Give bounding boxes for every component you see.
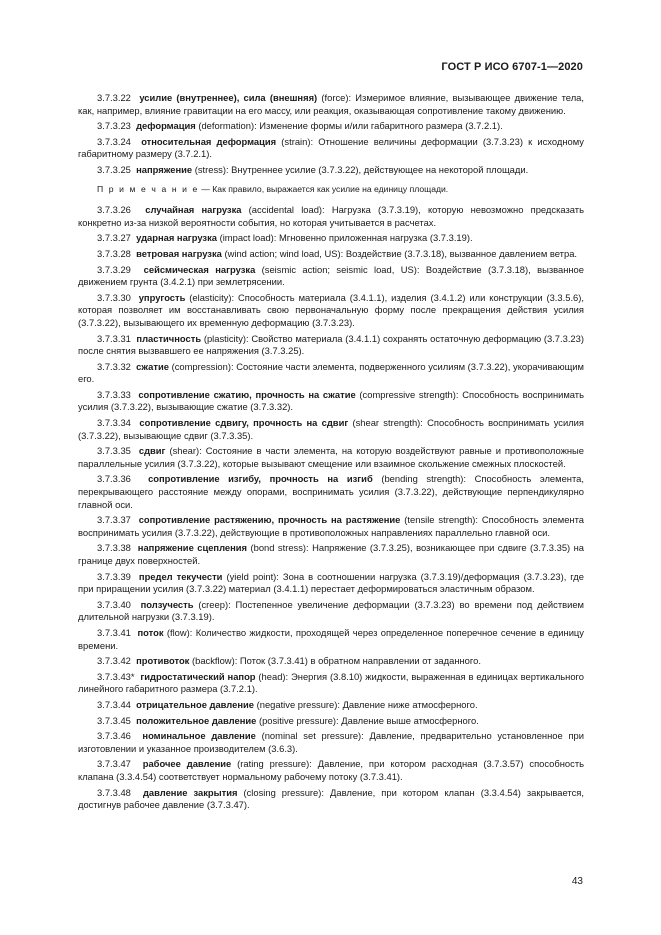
term-number: 3.7.3.37 — [97, 514, 131, 526]
document-body — [78, 92, 584, 815]
term-name: ударная нагрузка — [136, 232, 217, 244]
term-number: 3.7.3.46 — [97, 730, 131, 742]
term-number: 3.7.3.39 — [97, 570, 131, 582]
term-number: 3.7.3.43* — [97, 670, 135, 682]
term-number: 3.7.3.35 — [97, 445, 131, 457]
term-number: 3.7.3.33 — [97, 388, 131, 400]
term-entry — [78, 627, 584, 652]
term-number: 3.7.3.42 — [97, 655, 131, 667]
term-definition: (rating pressure): Давление, при котором расходная (3.7.3.57) способность клапана (3.3.4.54) соответствует нормальному рабочему потоку (3.7.3.41). — [78, 758, 584, 782]
term-entry — [78, 473, 584, 511]
term-name: упругость — [138, 291, 186, 303]
term-name: поток — [137, 626, 164, 638]
term-definition: (bond stress): Напряжение (3.7.3.25), возникающее при сдвиге (3.7.3.35) на границе двух поверхностей. — [78, 542, 584, 566]
term-number: 3.7.3.48 — [97, 786, 131, 798]
term-name: относительная деформация — [141, 135, 277, 147]
term-entry — [78, 248, 584, 261]
term-number: 3.7.3.25 — [97, 163, 131, 175]
term-definition: (tensile strength): Способность элемента воспринимать усилия (3.7.3.22), действующие в противоположных направлениях параллельно главной оси. — [78, 514, 584, 538]
term-number: 3.7.3.32 — [97, 360, 131, 372]
term-number: 3.7.3.23 — [97, 120, 131, 132]
term-name: сжатие — [136, 360, 169, 372]
term-definition: (wind action; wind load, US): Воздействие (3.7.3.18), вызванное давлением ветра. — [221, 247, 578, 259]
term-definition: (deformation): Изменение формы и/или габаритного размера (3.7.2.1). — [195, 120, 503, 132]
term-name: ветровая нагрузка — [136, 247, 222, 259]
term-number: 3.7.3.31 — [97, 332, 131, 344]
term-entry — [78, 758, 584, 783]
term-definition: (flow): Количество жидкости, проходящей через определенное поперечное сечение в единицу времени. — [78, 626, 584, 651]
term-entry — [78, 671, 584, 696]
term-entry — [78, 136, 584, 161]
term-entry — [78, 333, 584, 358]
term-entry — [78, 264, 584, 289]
term-name: предел текучести — [138, 570, 223, 582]
term-number: 3.7.3.44 — [97, 698, 131, 710]
term-number: 3.7.3.29 — [97, 263, 131, 275]
term-name: гидростатический напор — [140, 670, 256, 682]
term-entry — [78, 164, 584, 177]
note — [78, 183, 584, 196]
term-definition: (stress): Внутреннее усилие (3.7.3.22), действующее на некоторой площади. — [192, 163, 529, 175]
term-definition: (compressive strength): Способность воспринимать усилия (3.7.3.22), вызывающие сжатие (3.7.3.32). — [78, 388, 584, 413]
term-entry — [78, 730, 584, 755]
term-entry — [78, 599, 584, 624]
term-definition: (bending strength): Способность элемента, перекрывающего расстояние между опорами, воспринимать усилия (3.7.3.22), действующие перпендикулярно главной оси. — [78, 473, 584, 510]
term-number: 3.7.3.26 — [97, 204, 131, 216]
term-definition: (backflow): Поток (3.7.3.41) в обратном направлении от заданного. — [189, 655, 481, 667]
term-definition: (positive pressure): Давление выше атмосферного. — [256, 714, 479, 726]
term-entry — [78, 571, 584, 596]
term-entry — [78, 417, 584, 442]
term-name: рабочее давление — [142, 758, 232, 770]
term-definition: (yield point): Зона в соотношении нагрузка (3.7.3.19)/деформация (3.7.3.23), где при приращении усилия (3.7.3.22) материал (3.4.1.1) перестает деформироваться эластичным образом. — [78, 570, 584, 595]
term-entry — [78, 787, 584, 812]
term-definition: (compression): Состояние части элемента, подверженного усилиям (3.7.3.22), укорачивающим его. — [78, 360, 584, 385]
term-number: 3.7.3.36 — [97, 473, 131, 485]
term-number: 3.7.3.45 — [97, 714, 131, 726]
term-entry — [78, 204, 584, 229]
term-name: сопротивление растяжению, прочность на растяжение — [138, 514, 401, 526]
term-number: 3.7.3.27 — [97, 232, 131, 244]
term-definition: (shear): Состояние в части элемента, на которую воздействуют равные и противоположные параллельные усилия (3.7.3.22), которые вызывают смещение или взаимное скольжение смежных плоскостей. — [78, 445, 584, 469]
term-number: 3.7.3.40 — [97, 598, 131, 610]
term-name: отрицательное давление — [136, 698, 254, 710]
document-id-header: ГОСТ Р ИСО 6707-1—2020 — [441, 61, 583, 73]
term-entry — [78, 120, 584, 133]
term-name: пластичность — [136, 332, 202, 344]
term-name: сопротивление сдвигу, прочность на сдвиг — [139, 417, 349, 429]
note-text: — Как правило, выражается как усилие на единицу площади. — [198, 183, 449, 194]
term-definition: (force): Измеримое влияние, вызывающее движение тела, как, например, влияние гравитации на его массу, или реакция, оказывающая сопротивление такому движению. — [78, 92, 584, 116]
term-number: 3.7.3.28 — [97, 247, 131, 259]
term-definition: (negative pressure): Давление ниже атмосферного. — [254, 698, 478, 710]
term-number: 3.7.3.47 — [97, 758, 131, 770]
term-entry — [78, 389, 584, 414]
term-entry — [78, 92, 584, 117]
term-definition: (closing pressure): Давление, при котором клапан (3.3.4.54) закрывается, достигнув рабочее давление (3.7.3.47). — [78, 786, 584, 811]
term-entry — [78, 542, 584, 567]
term-entry — [78, 715, 584, 728]
term-number: 3.7.3.41 — [97, 626, 131, 638]
term-definition: (creep): Постепенное увеличение деформации (3.7.3.23) во времени под действием длительной нагрузки (3.7.3.19). — [78, 598, 584, 623]
term-name: сопротивление сжатию, прочность на сжатие — [138, 388, 356, 400]
term-name: сдвиг — [138, 445, 166, 457]
term-definition: (impact load): Мгновенно приложенная нагрузка (3.7.3.19). — [216, 232, 473, 244]
term-definition: (accidental load): Нагрузка (3.7.3.19), которую невозможно предсказать конкретно из-за низкой вероятности события, но которая учитывается в расчетах. — [78, 204, 584, 228]
term-number: 3.7.3.22 — [97, 92, 131, 103]
term-number: 3.7.3.30 — [97, 291, 131, 303]
term-name: положительное давление — [136, 714, 257, 726]
term-number: 3.7.3.24 — [97, 135, 131, 147]
term-number: 3.7.3.34 — [97, 417, 131, 429]
term-entry — [78, 292, 584, 330]
page-number: 43 — [571, 876, 583, 887]
term-entry — [78, 655, 584, 668]
term-entry — [78, 232, 584, 245]
term-name: давление закрытия — [142, 786, 238, 798]
term-name: сопротивление изгибу, прочность на изгиб — [148, 473, 373, 485]
term-name: деформация — [136, 120, 196, 132]
term-name: напряжение — [136, 163, 193, 175]
term-name: ползучесть — [140, 598, 194, 610]
term-name: номинальное давление — [142, 730, 256, 742]
term-name: случайная нагрузка — [145, 204, 242, 216]
term-entry — [78, 514, 584, 539]
term-entry — [78, 361, 584, 386]
term-name: сейсмическая нагрузка — [143, 263, 256, 275]
term-definition: (nominal set pressure): Давление, предварительно установленное при изготовлении и указанное производителем (3.6.3). — [78, 730, 584, 754]
term-definition: (strain): Отношение величины деформации (3.7.3.23) к исходному габаритному размеру (3.7.2.1). — [78, 135, 584, 160]
term-definition: (plasticity): Свойство материала (3.4.1.1) сохранять остаточную деформацию (3.7.3.23) после снятия вызвавшего ее напряжения (3.7.3.25). — [78, 332, 584, 357]
term-definition: (elasticity): Способность материала (3.4.1.1), изделия (3.4.1.2) или конструкции (3.3.5.6), которая позволяет им восстанавливать свою первоначальную форму после прекращения действия усилия (3.7.3.22), вызывающего их временную деформацию (3.7.3.23). — [78, 291, 584, 328]
term-entry — [78, 699, 584, 712]
note-label: П р и м е ч а н и е — [97, 183, 199, 194]
term-name: противоток — [136, 655, 190, 667]
term-entry — [78, 445, 584, 470]
term-definition: (head): Энергия (3.8.10) жидкости, выраженная в единицах вертикального линейного габаритного размера (3.7.2.1). — [78, 670, 584, 695]
term-number: 3.7.3.38 — [97, 542, 131, 554]
term-name: усилие (внутреннее), сила (внешняя) — [139, 92, 318, 103]
term-definition: (shear strength): Способность воспринимать усилия (3.7.3.22), вызывающие сдвиг (3.7.3.35). — [78, 417, 584, 441]
term-name: напряжение сцепления — [137, 542, 248, 554]
term-definition: (seismic action; seismic load, US): Воздействие (3.7.3.18), вызванное движением грунта (3.4.2.1) при землетрясении. — [78, 263, 584, 288]
